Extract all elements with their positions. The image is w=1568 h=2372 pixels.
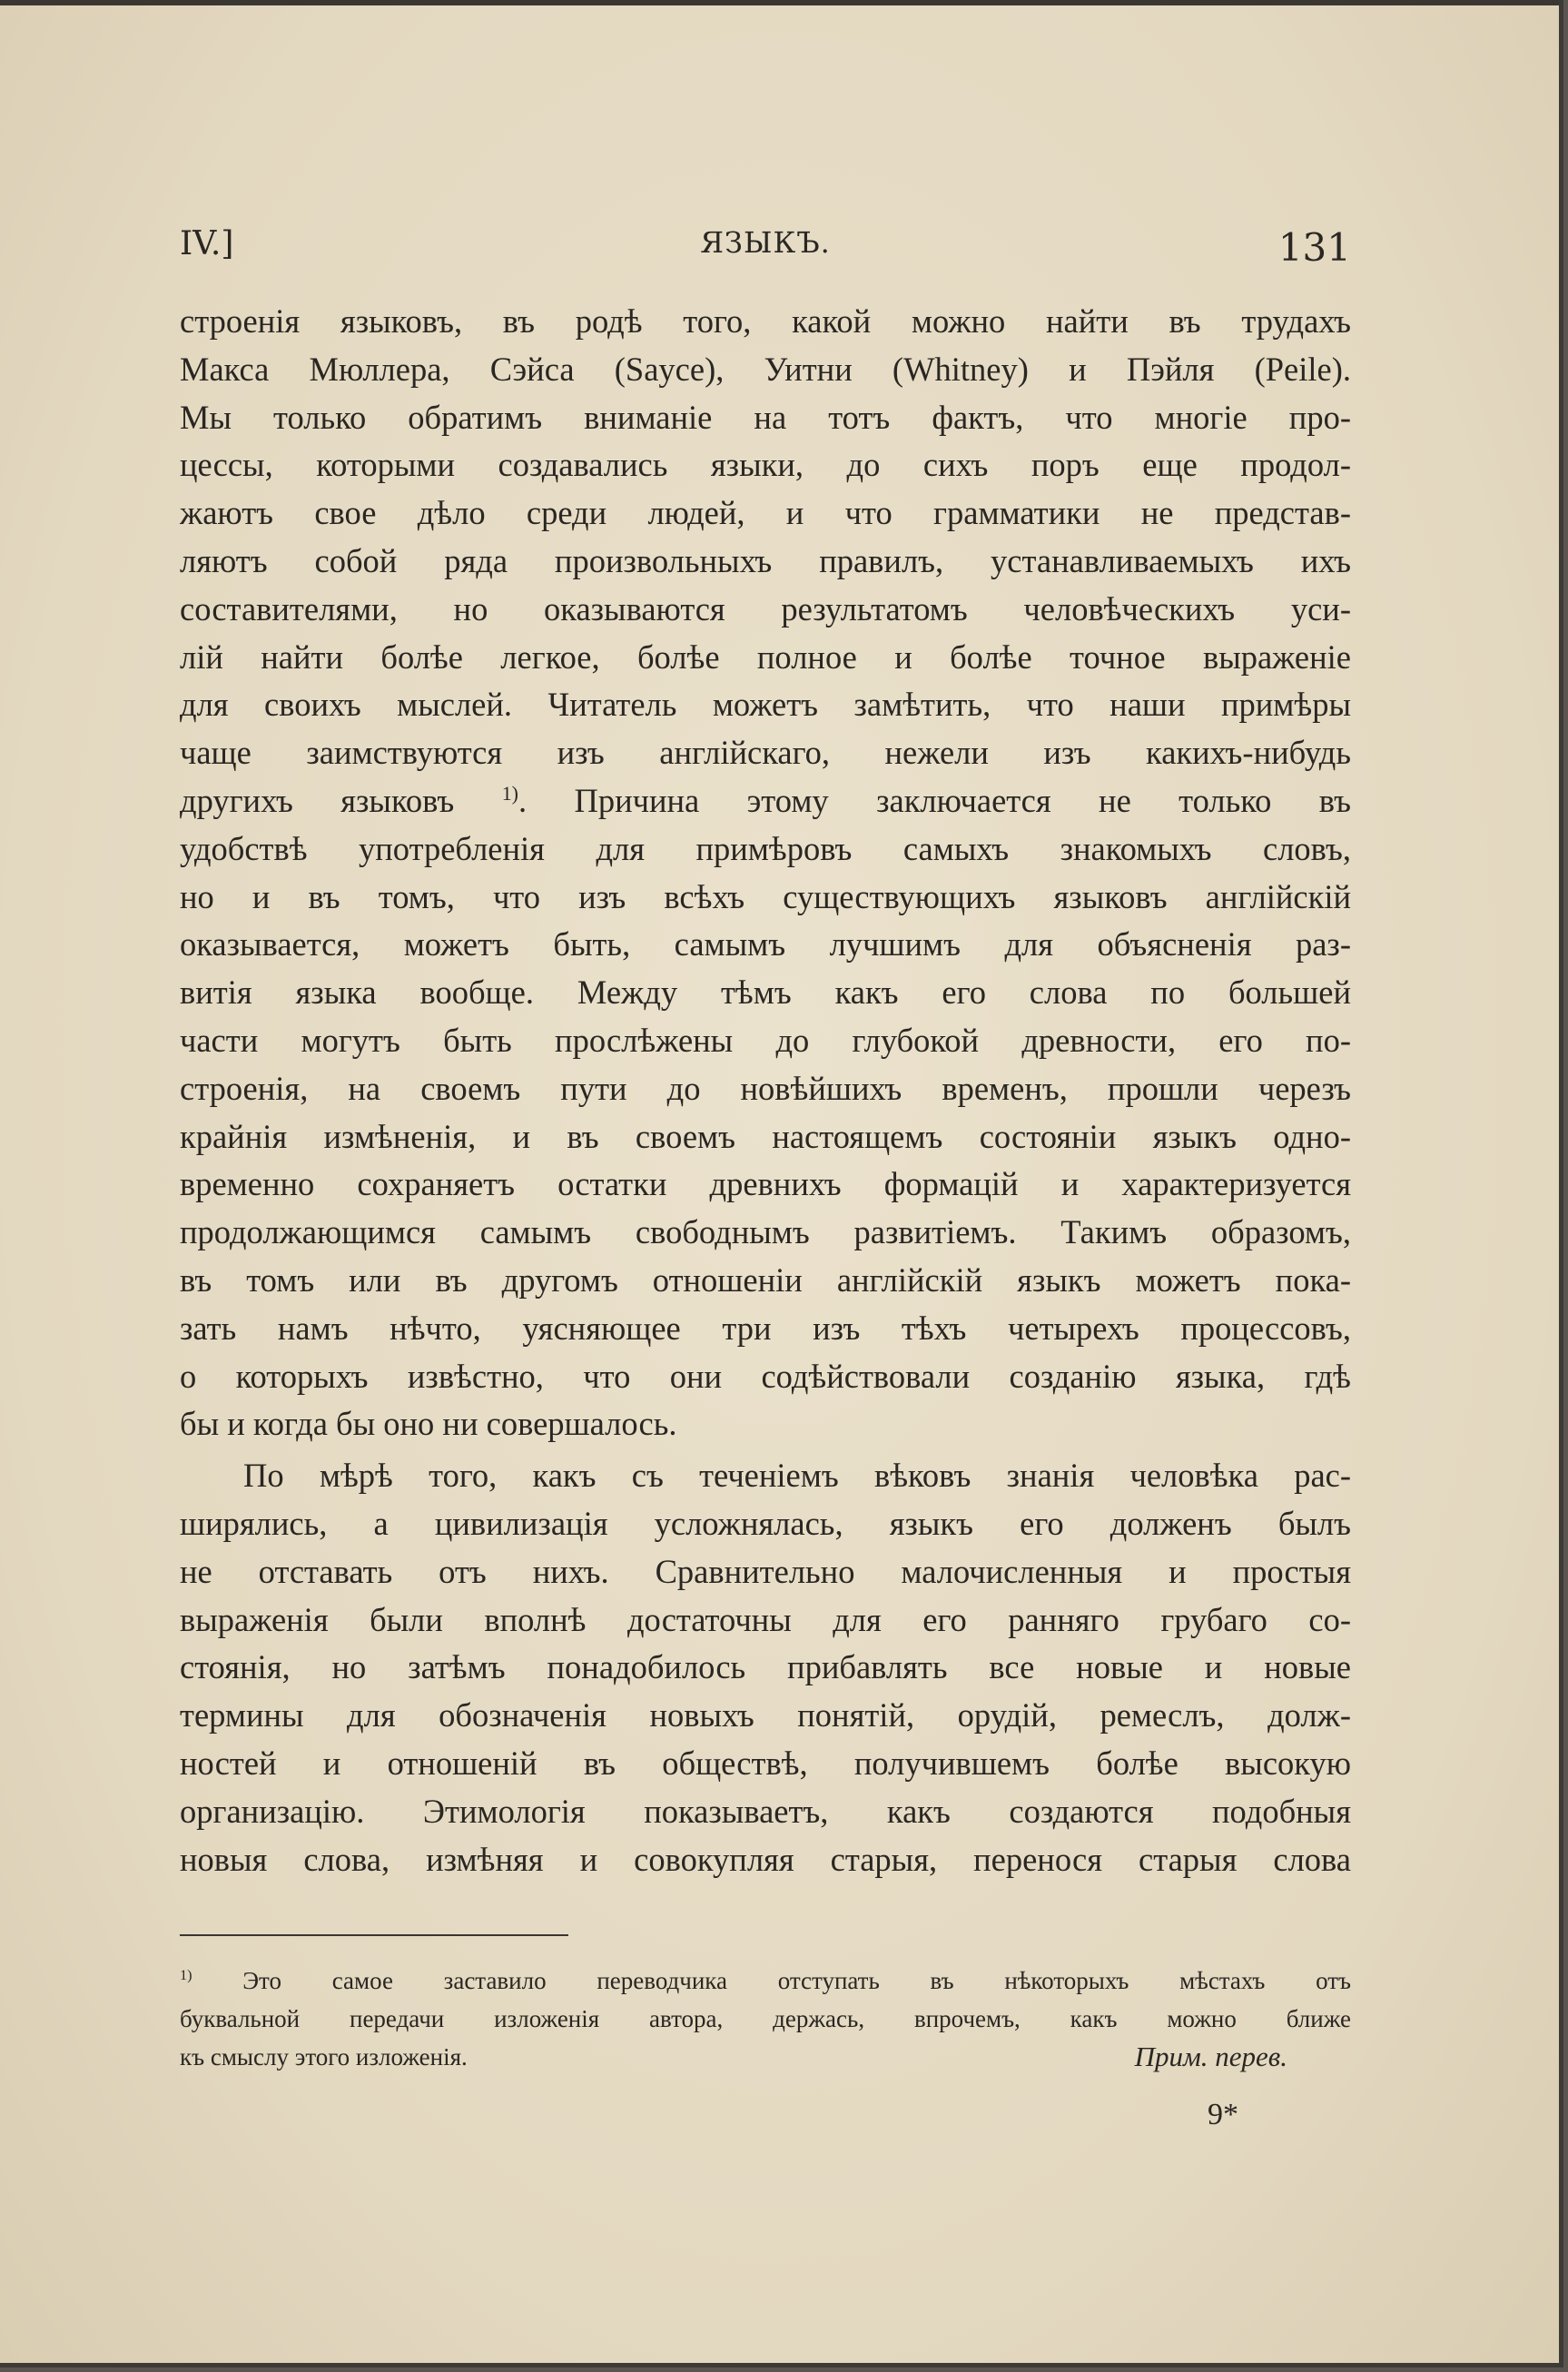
footnote-marker: 1) bbox=[180, 1967, 192, 1983]
running-title: ЯЗЫКЪ. bbox=[700, 225, 831, 260]
text-line: жаютъ свое дѣло среди людей, и что грамматики не представ- bbox=[180, 494, 1351, 532]
scan-edge bbox=[0, 0, 1559, 5]
footnote-line bbox=[180, 2038, 1351, 2076]
text-line: крайнія измѣненія, и въ своемъ настоящемъ состояніи языкъ одно- bbox=[180, 1117, 1351, 1155]
text-line: составителями, но оказываются результатомъ человѣческихъ уси- bbox=[180, 589, 1351, 628]
text-line: новыя слова, измѣняя и совокупляя старыя, перенося старыя слова bbox=[180, 1840, 1351, 1878]
text-line: ностей и отношеній въ обществѣ, получившемъ болѣе высокую bbox=[180, 1744, 1351, 1782]
text-fragment: другихъ языковъ bbox=[180, 781, 455, 819]
text-line: цессы, которыми создавались языки, до сихъ поръ еще продол- bbox=[180, 446, 1351, 484]
text-line: части могутъ быть прослѣжены до глубокой древности, его по- bbox=[180, 1021, 1351, 1059]
text-line: оказывается, можетъ быть, самымъ лучшимъ для объясненія раз- bbox=[180, 925, 1351, 964]
footnote-line bbox=[180, 1962, 1351, 2000]
text-line: о которыхъ извѣстно, что они содѣйствовали созданію языка, гдѣ bbox=[180, 1357, 1351, 1395]
paragraph-1 bbox=[180, 298, 1351, 1448]
footnote bbox=[180, 1962, 1351, 2076]
translator-note: Прим. перев. bbox=[1134, 2041, 1287, 2072]
text-line: выраженія были вполнѣ достаточны для его ранняго грубаго со- bbox=[180, 1600, 1351, 1638]
text-line: чаще заимствуются изъ англійскаго, нежели изъ какихъ-нибудь bbox=[180, 734, 1351, 772]
running-head bbox=[180, 225, 1351, 269]
paragraph-2 bbox=[180, 1452, 1351, 1883]
text-line: термины для обозначенія новыхъ понятій, орудій, ремеслъ, долж- bbox=[180, 1696, 1351, 1735]
text-line: Макса Мюллера, Сэйса (Sayce), Уитни (Whitney) и Пэйля (Peile). bbox=[180, 350, 1351, 388]
text-line: Мы только обратимъ вниманіе на тотъ фактъ, что многіе про- bbox=[180, 398, 1351, 436]
chapter-number: IV.] bbox=[180, 225, 234, 262]
footnote-reference[interactable]: 1) bbox=[501, 781, 518, 805]
signature-mark: 9* bbox=[1208, 2098, 1238, 2131]
text-line: организацію. Этимологія показываетъ, какъ создаются подобныя bbox=[180, 1792, 1351, 1830]
text-line: временно сохраняетъ остатки древнихъ формацій и характеризуется bbox=[180, 1165, 1351, 1203]
footnote-line: буквальной передачи изложенія автора, держась, впрочемъ, какъ можно ближе bbox=[180, 2005, 1351, 2032]
page-number: 131 bbox=[1277, 225, 1351, 270]
text-line: По мѣрѣ того, какъ съ теченіемъ вѣковъ знанія человѣка рас- bbox=[243, 1457, 1351, 1495]
text-line-with-footnote-ref bbox=[180, 777, 1351, 825]
text-line: строенія, на своемъ пути до новѣйшихъ временъ, прошли черезъ bbox=[180, 1069, 1351, 1107]
text-fragment: . Причина этому заключается не только въ bbox=[518, 781, 1352, 819]
text-line: стоянія, но затѣмъ понадобилось прибавлять все новые и новые bbox=[180, 1648, 1351, 1686]
text-line: бы и когда бы оно ни совершалось. bbox=[180, 1405, 677, 1443]
text-line: зать намъ нѣчто, уясняющее три изъ тѣхъ четырехъ процессовъ, bbox=[180, 1309, 1351, 1347]
text-line: въ томъ или въ другомъ отношеніи англійскій языкъ можетъ пока- bbox=[180, 1260, 1351, 1299]
text-line: не отставать отъ нихъ. Сравнительно малочисленныя и простыя bbox=[180, 1552, 1351, 1590]
text-line: продолжающимся самымъ свободнымъ развитіемъ. Такимъ образомъ, bbox=[180, 1213, 1351, 1251]
text-line: удобствѣ употребленія для примѣровъ самыхъ знакомыхъ словъ, bbox=[180, 829, 1351, 867]
text-line: ляютъ собой ряда произвольныхъ правилъ, устанавливаемыхъ ихъ bbox=[180, 541, 1351, 579]
text-line: ширялись, а цивилизація усложнялась, языкъ его долженъ былъ bbox=[180, 1504, 1351, 1542]
text-line: витія языка вообще. Между тѣмъ какъ его слова по большей bbox=[180, 974, 1351, 1012]
footnote-text: Это самое заставило переводчика отступать въ нѣкоторыхъ мѣстахъ отъ bbox=[192, 1967, 1351, 1994]
text-line: лій найти болѣе легкое, болѣе полное и болѣе точное выраженіе bbox=[180, 637, 1351, 676]
footnote-text: къ смыслу этого изложенія. bbox=[180, 2043, 468, 2071]
footnote-divider bbox=[180, 1934, 568, 1936]
text-line: строенія языковъ, въ родѣ того, какой можно найти въ трудахъ bbox=[180, 302, 1351, 340]
body-text bbox=[180, 298, 1351, 1883]
text-line: но и въ томъ, что изъ всѣхъ существующихъ языковъ англійскій bbox=[180, 877, 1351, 915]
text-line: для своихъ мыслей. Читатель можетъ замѣтить, что наши примѣры bbox=[180, 686, 1351, 724]
